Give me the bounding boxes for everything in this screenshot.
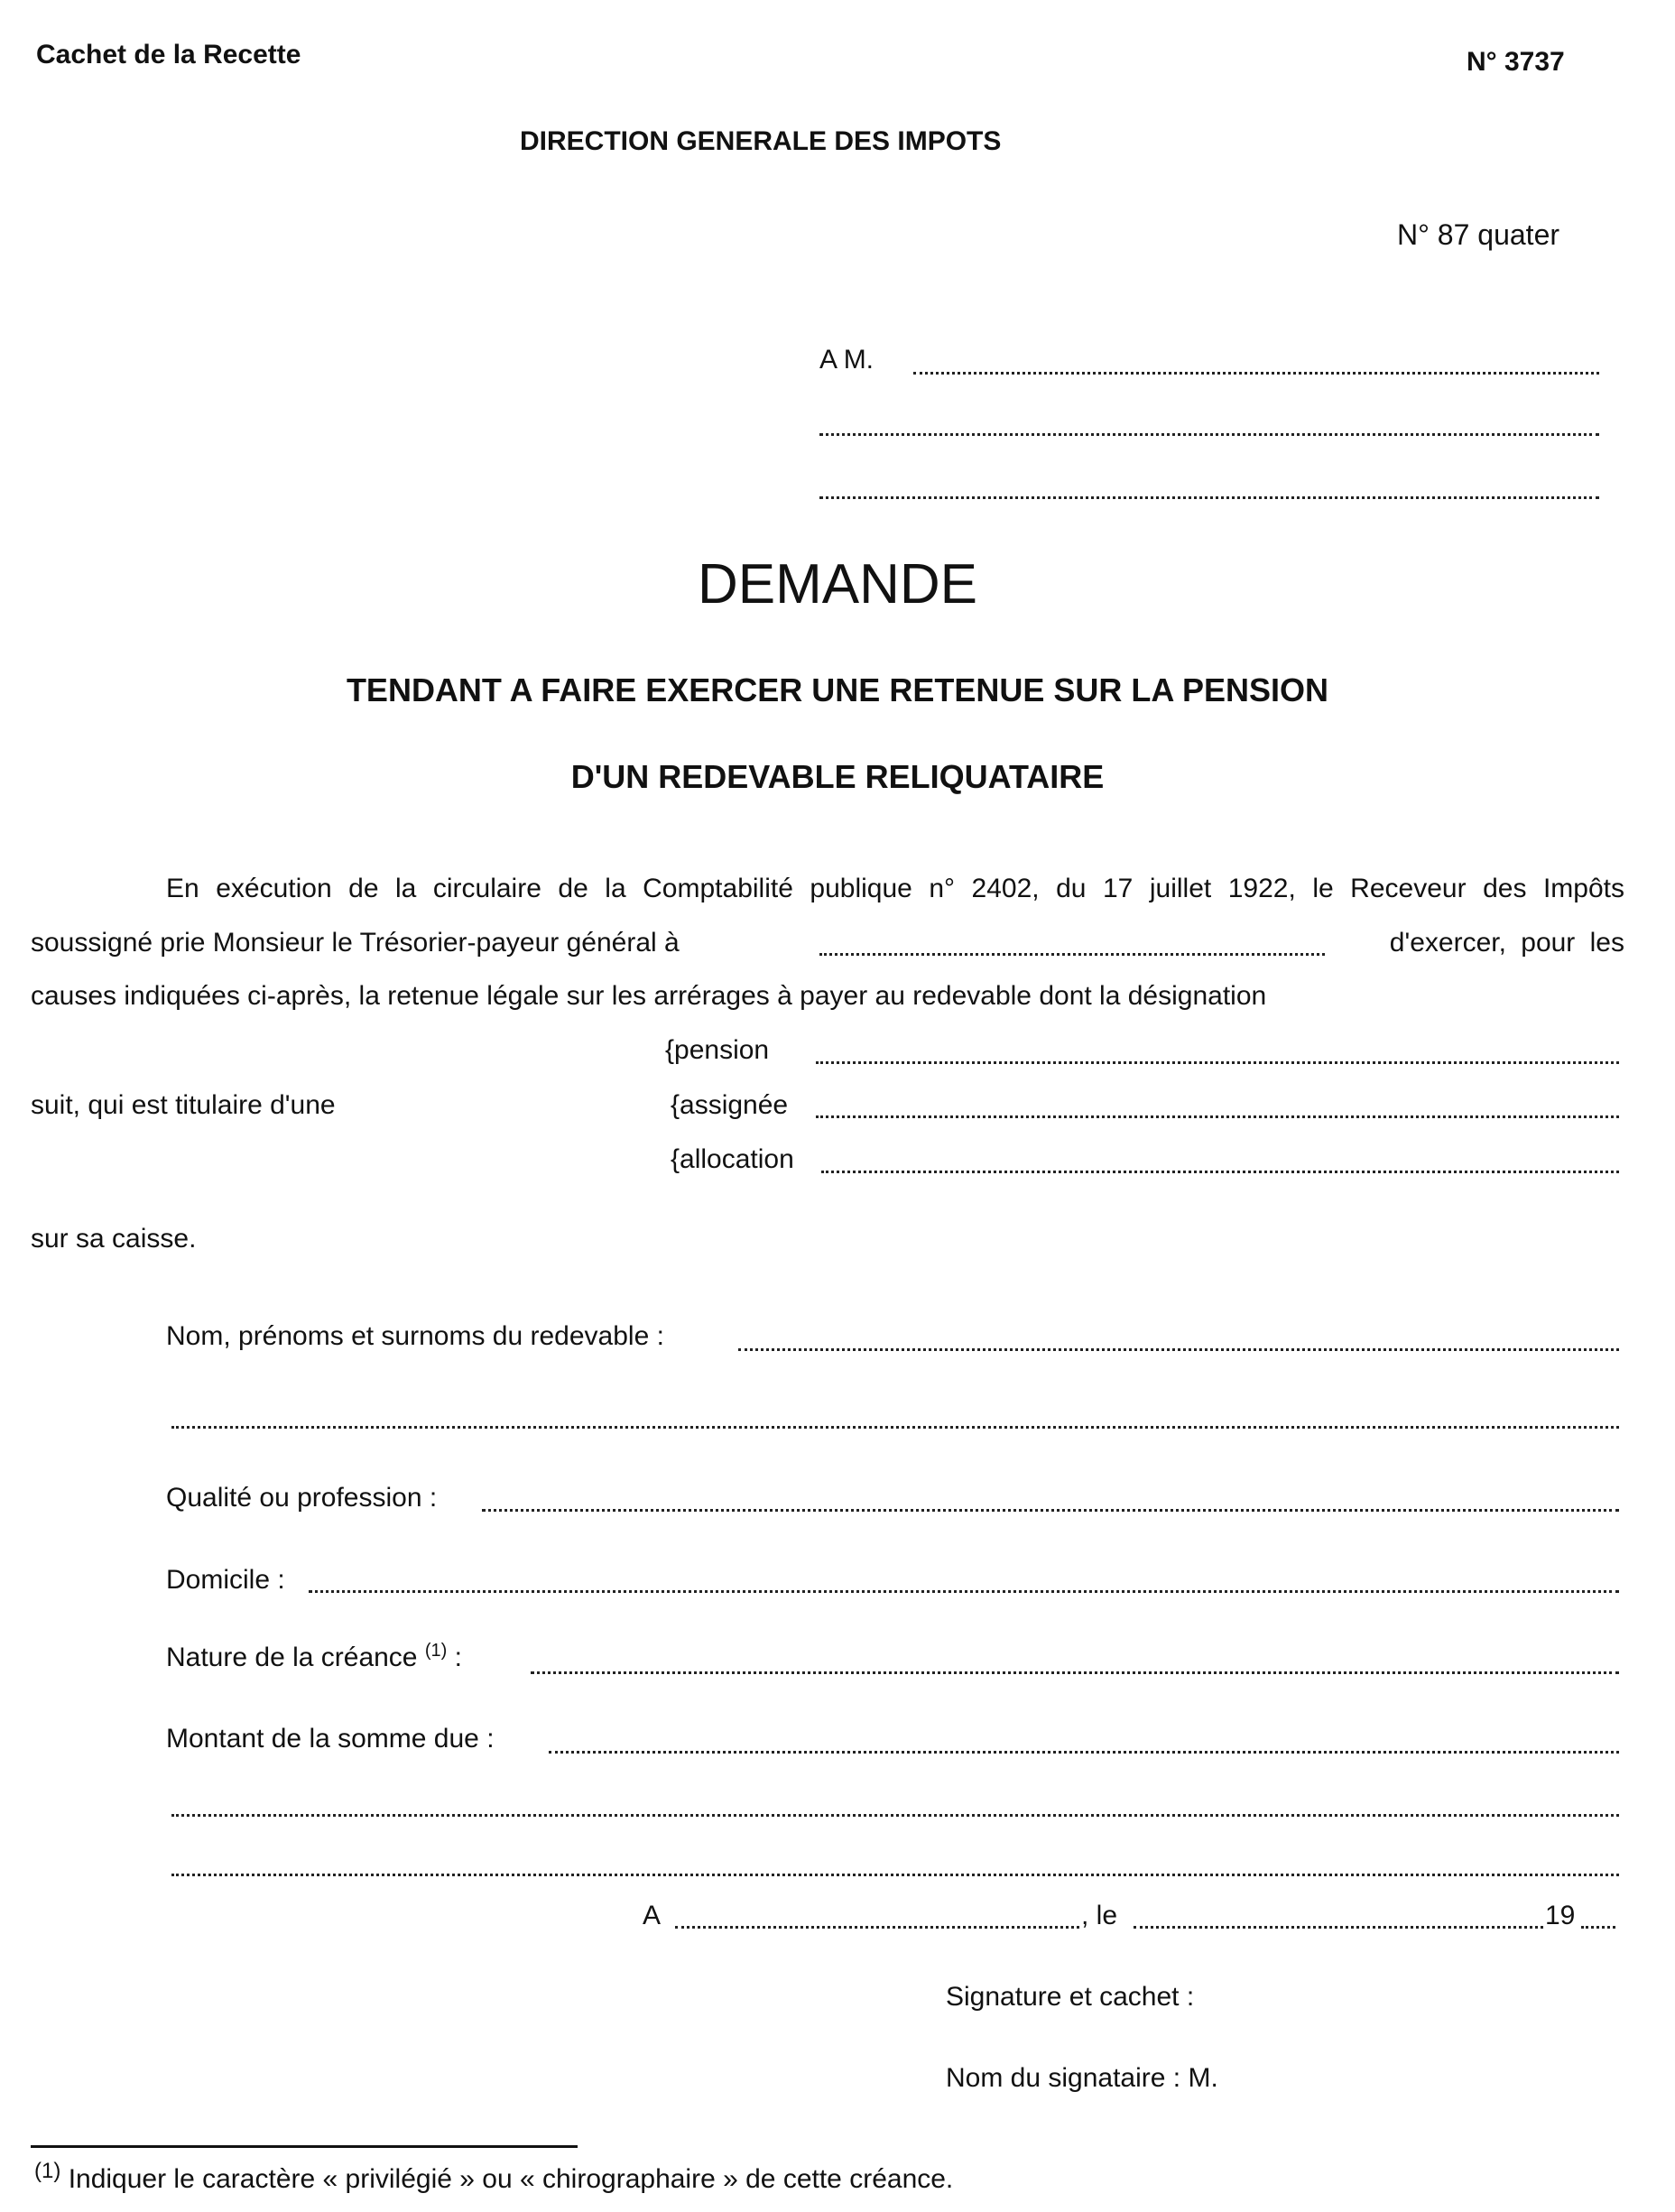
amount-due-field[interactable] <box>549 1751 1619 1754</box>
footnote-divider <box>31 2145 578 2148</box>
paragraph-line-2-end: d'exercer, pour les <box>1389 928 1624 958</box>
place-prefix: A <box>643 1901 662 1930</box>
form-number: N° 3737 <box>1467 47 1565 77</box>
pension-field[interactable] <box>816 1061 1619 1064</box>
allocation-field[interactable] <box>821 1171 1619 1173</box>
amount-due-label: Montant de la somme due : <box>166 1724 495 1754</box>
claim-nature-field[interactable] <box>531 1671 1619 1674</box>
option-pension: {pension <box>665 1035 770 1065</box>
signature-label: Signature et cachet : <box>946 1982 1195 2012</box>
paragraph-line-1: En exécution de la circulaire de la Comptabilité publique n° 2402, du 17 juillet 1922, le Receveur des Impôts <box>166 874 1624 903</box>
domicile-field[interactable] <box>309 1590 1619 1593</box>
amount-due-field-2[interactable] <box>171 1814 1619 1817</box>
paragraph-line-3: causes indiquées ci-après, la retenue légale sur les arrérages à payer au redevable dont la désignation <box>31 981 1267 1011</box>
footnote-reference: (1) <box>424 1641 448 1661</box>
document-subtitle-line-2: D'UN REDEVABLE RELIQUATAIRE <box>570 758 1105 795</box>
debtor-name-field[interactable] <box>738 1348 1619 1351</box>
stamp-label: Cachet de la Recette <box>36 40 301 69</box>
debtor-name-field-2[interactable] <box>171 1426 1619 1429</box>
place-field[interactable] <box>675 1926 1079 1929</box>
document-subtitle-line-1: TENDANT A FAIRE EXERCER UNE RETENUE SUR LA PENSION <box>346 671 1329 708</box>
date-separator: , le <box>1081 1901 1118 1930</box>
treasurer-location-field[interactable] <box>819 953 1325 956</box>
date-field[interactable] <box>1134 1926 1543 1929</box>
option-assignee: {assignée <box>671 1090 789 1120</box>
model-number: N° 87 quater <box>1397 218 1560 251</box>
addressee-line-3[interactable] <box>819 496 1599 499</box>
option-allocation: {allocation <box>671 1144 794 1174</box>
debtor-name-label: Nom, prénoms et surnoms du redevable : <box>166 1321 664 1351</box>
claim-nature-text: Nature de la créance <box>166 1643 418 1672</box>
profession-field[interactable] <box>482 1509 1619 1512</box>
addressee-line-1[interactable] <box>913 372 1599 375</box>
closing-text: sur sa caisse. <box>31 1224 197 1254</box>
administration-heading: DIRECTION GENERALE DES IMPOTS <box>520 126 1002 156</box>
profession-label: Qualité ou profession : <box>166 1483 438 1513</box>
holder-label: suit, qui est titulaire d'une <box>31 1090 336 1120</box>
paragraph-line-2-start: soussigné prie Monsieur le Trésorier-payeur général à <box>31 928 680 958</box>
year-field[interactable] <box>1581 1926 1615 1929</box>
domicile-label: Domicile : <box>166 1565 285 1595</box>
year-prefix: 19 <box>1545 1901 1576 1930</box>
footnote-text: Indiquer le caractère « privilégié » ou « chirographaire » de cette créance. <box>68 2164 954 2194</box>
signatory-label: Nom du signataire : M. <box>946 2063 1218 2093</box>
claim-nature-label <box>166 1641 462 1673</box>
document-title: DEMANDE <box>697 553 978 615</box>
amount-due-field-3[interactable] <box>171 1874 1619 1876</box>
addressee-prefix: A M. <box>819 345 875 375</box>
assignee-field[interactable] <box>816 1115 1619 1118</box>
footnote-marker: (1) <box>34 2159 61 2183</box>
claim-nature-colon: : <box>454 1643 462 1672</box>
addressee-line-2[interactable] <box>819 433 1599 436</box>
footnote <box>34 2159 953 2195</box>
